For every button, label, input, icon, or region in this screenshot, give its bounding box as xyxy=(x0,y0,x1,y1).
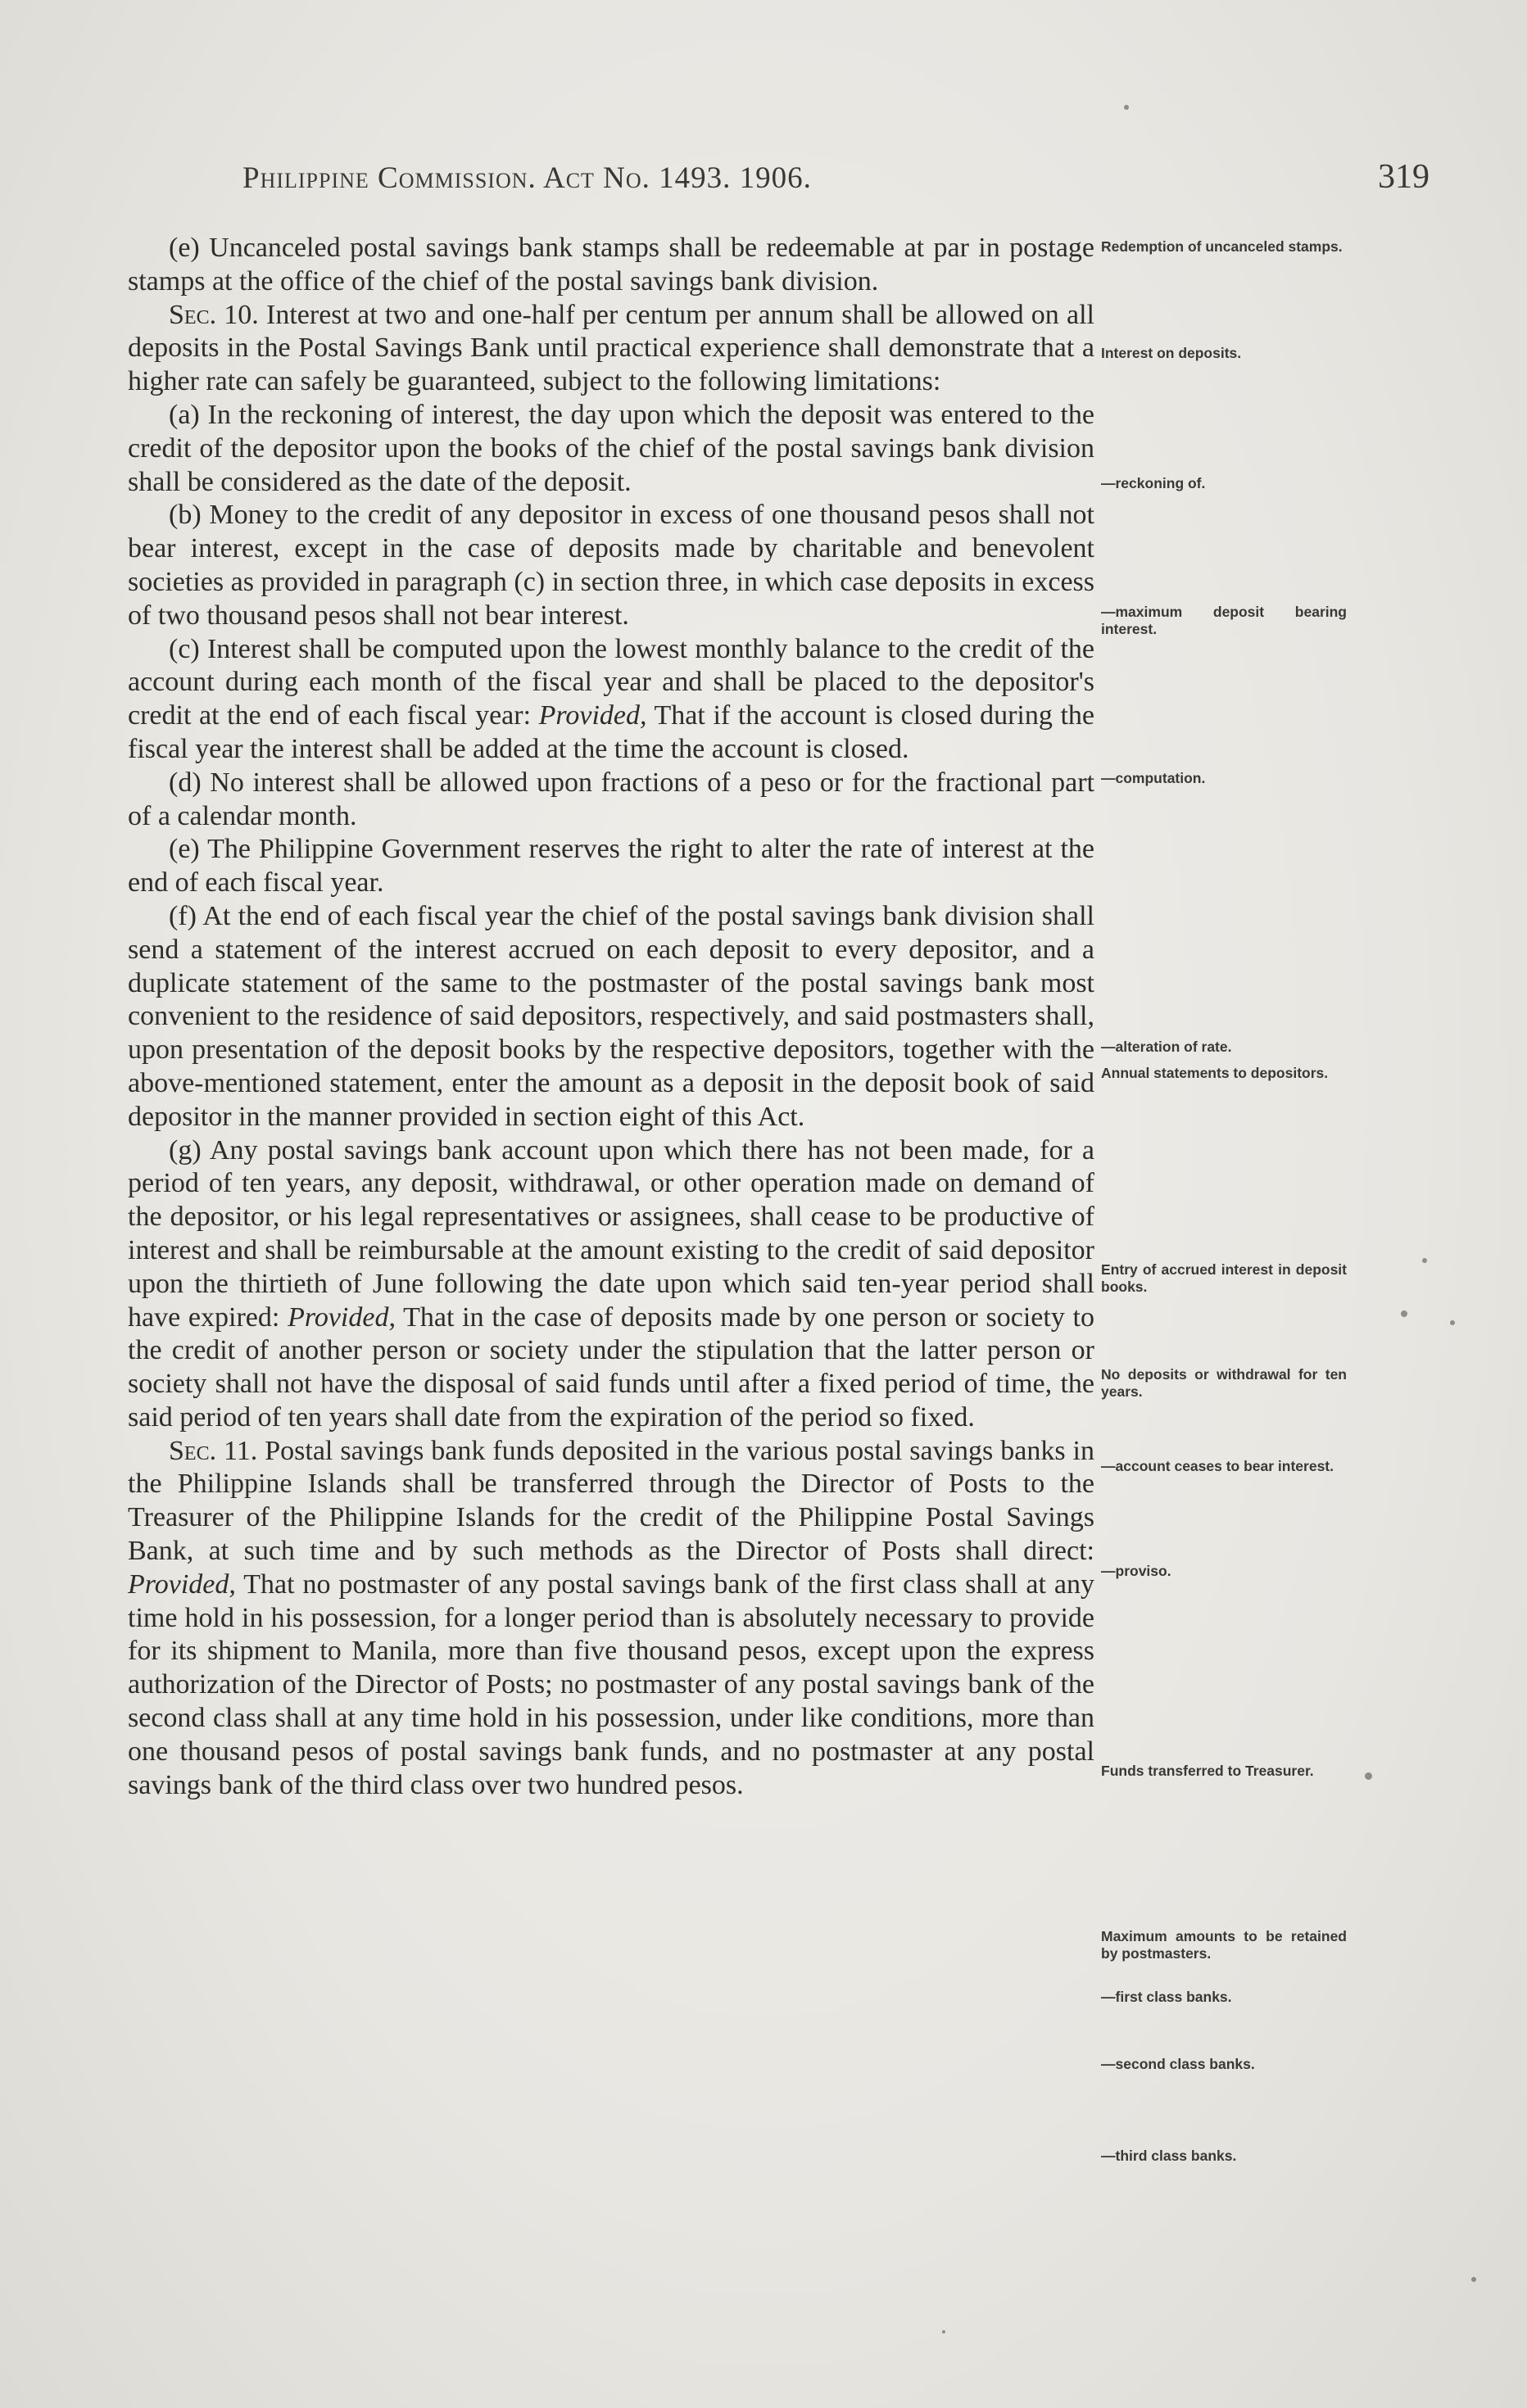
section-number: Sec. 11. xyxy=(169,1435,258,1466)
paragraph-text: That in the case of deposits made by one person or society to the credit of another person or society under the stipulation that the latter person or society shall not have the disposal of said funds until after a fixed period of time, the said period of ten years shall date from the expiration of the period so fixed. xyxy=(128,1301,1095,1433)
proviso-word: Provided, xyxy=(538,700,647,731)
margin-note-third-class: —third class banks. xyxy=(1101,2148,1237,2164)
margin-note-entry-accrued: Entry of accrued interest in deposit books. xyxy=(1101,1261,1347,1295)
paragraph-d-fractions: (d) No interest shall be allowed upon fractions of a peso or for the fractional part of a calendar month. xyxy=(128,767,1094,831)
scan-speck xyxy=(1471,2277,1476,2282)
paragraph-text: (g) Any postal savings bank account upon which there has not been made, for a period of ten years, any deposit, withdrawal, or other operation made on demand of the depositor, or his legal representatives or assignees, shall cease to be productive of interest and shall be reimbursable at the amount existing to the credit of said depositor upon the thirtieth of June following the date upon which said ten-year period shall have expired: xyxy=(128,1134,1094,1333)
margin-note-alteration: —alteration of rate. xyxy=(1101,1039,1232,1055)
margin-note-second-class: —second class banks. xyxy=(1101,2056,1255,2072)
margin-note-maximum-deposit: —maximum deposit bearing interest. xyxy=(1101,604,1347,637)
paragraph-e-redemption: (e) Uncanceled postal savings bank stamps shall be redeemable at par in postage stamps at the office of the chief of the postal savings bank division. xyxy=(128,233,1094,296)
margin-note-interest: Interest on deposits. xyxy=(1101,345,1242,361)
page-number: 319 xyxy=(1378,158,1430,196)
scan-speck xyxy=(1124,105,1129,110)
scan-speck xyxy=(1401,1310,1407,1317)
margin-note-redemption: Redemption of uncanceled stamps. xyxy=(1101,238,1343,255)
margin-note-maximum-amounts: Maximum amounts to be retained by postmasters. xyxy=(1101,1928,1347,1962)
paragraph-sec-10 xyxy=(128,299,1094,399)
scan-speck xyxy=(942,2330,945,2333)
paragraph-b-maximum: (b) Money to the credit of any depositor in excess of one thousand pesos shall not bear interest, except in the case of deposits made by charitable and benevolent societies as provided in paragraph (c) in section three, in which case deposits in excess of two thousand pesos shall not bear interest. xyxy=(128,500,1094,631)
scan-speck xyxy=(1450,1320,1455,1325)
section-text: Interest at two and one-half per centum per annum shall be allowed on all deposits in the Postal Savings Bank until practical experience shall demonstrate that a higher rate can safely be guaranteed, subject to the following limitations: xyxy=(128,299,1094,397)
body-text xyxy=(128,232,1094,1802)
margin-note-proviso: —proviso. xyxy=(1101,1563,1171,1579)
paragraph-g-dormant-accounts xyxy=(128,1134,1094,1435)
proviso-word: Provided, xyxy=(128,1568,236,1600)
paragraph-a-reckoning: (a) In the reckoning of interest, the day upon which the deposit was entered to the credit of the depositor upon the books of the chief of the postal savings bank division shall be considered as the date of the deposit. xyxy=(128,399,1094,497)
section-number: Sec. 10. xyxy=(169,299,259,330)
section-text: Postal savings bank funds deposited in the various postal savings banks in the Philippine Islands shall be transferred through the Director of Posts to the Treasurer of the Philippine Islands for the credit of the Philippine Postal Savings Bank, at such time and by such methods as the Director of Posts shall direct: xyxy=(128,1435,1094,1567)
margin-note-annual-statements: Annual statements to depositors. xyxy=(1101,1065,1329,1081)
section-text: That no postmaster of any postal savings bank of the first class shall at any time hold in his possession, for a longer period than is absolutely necessary to provide for its shipment to Manila, more than five thousand pesos, except upon the express authorization of the Director of Posts; no postmaster of any postal savings bank of the second class shall at any time hold in his possession, under like conditions, more than one thousand pesos of postal savings bank funds, and no postmaster at any postal savings bank of the third class over two hundred pesos. xyxy=(128,1568,1094,1800)
running-head: Philippine Commission. Act No. 1493. 1906. xyxy=(242,161,812,195)
paragraph-e-alteration: (e) The Philippine Government reserves the right to alter the rate of interest at the end of each fiscal year. xyxy=(128,834,1094,898)
proviso-word: Provided, xyxy=(288,1301,396,1333)
paragraph-text: (c) Interest shall be computed upon the lowest monthly balance to the credit of the account during each month of the fiscal year and shall be placed to the depositor's credit at the end of each fiscal year: xyxy=(128,633,1094,731)
paragraph-text: That if the account is closed during the fiscal year the interest shall be added at the time the account is closed. xyxy=(128,700,1095,764)
margin-note-computation: —computation. xyxy=(1101,770,1206,786)
margin-note-reckoning: —reckoning of. xyxy=(1101,475,1206,491)
margin-note-no-deposits: No deposits or withdrawal for ten years. xyxy=(1101,1366,1347,1400)
paragraph-sec-11 xyxy=(128,1435,1094,1803)
scan-speck xyxy=(1365,1772,1372,1780)
paragraph-f-statements: (f) At the end of each fiscal year the chief of the postal savings bank division shall send a statement of the interest accrued on each deposit to every depositor, and a duplicate statement of the same to the postmaster of the postal savings bank most convenient to the residence of said depositors, respectively, and said postmasters shall, upon presentation of the deposit books by the respective depositors, together with the above-mentioned statement, enter the amount as a deposit in the deposit book of said depositor in the manner provided in section eight of this Act. xyxy=(128,900,1094,1132)
margin-note-funds-transferred: Funds transferred to Treasurer. xyxy=(1101,1763,1314,1779)
scan-speck xyxy=(1422,1258,1427,1263)
margin-note-account-ceases: —account ceases to bear interest. xyxy=(1101,1458,1334,1474)
margin-note-first-class: —first class banks. xyxy=(1101,1989,1232,2005)
paragraph-c-computation xyxy=(128,633,1094,767)
